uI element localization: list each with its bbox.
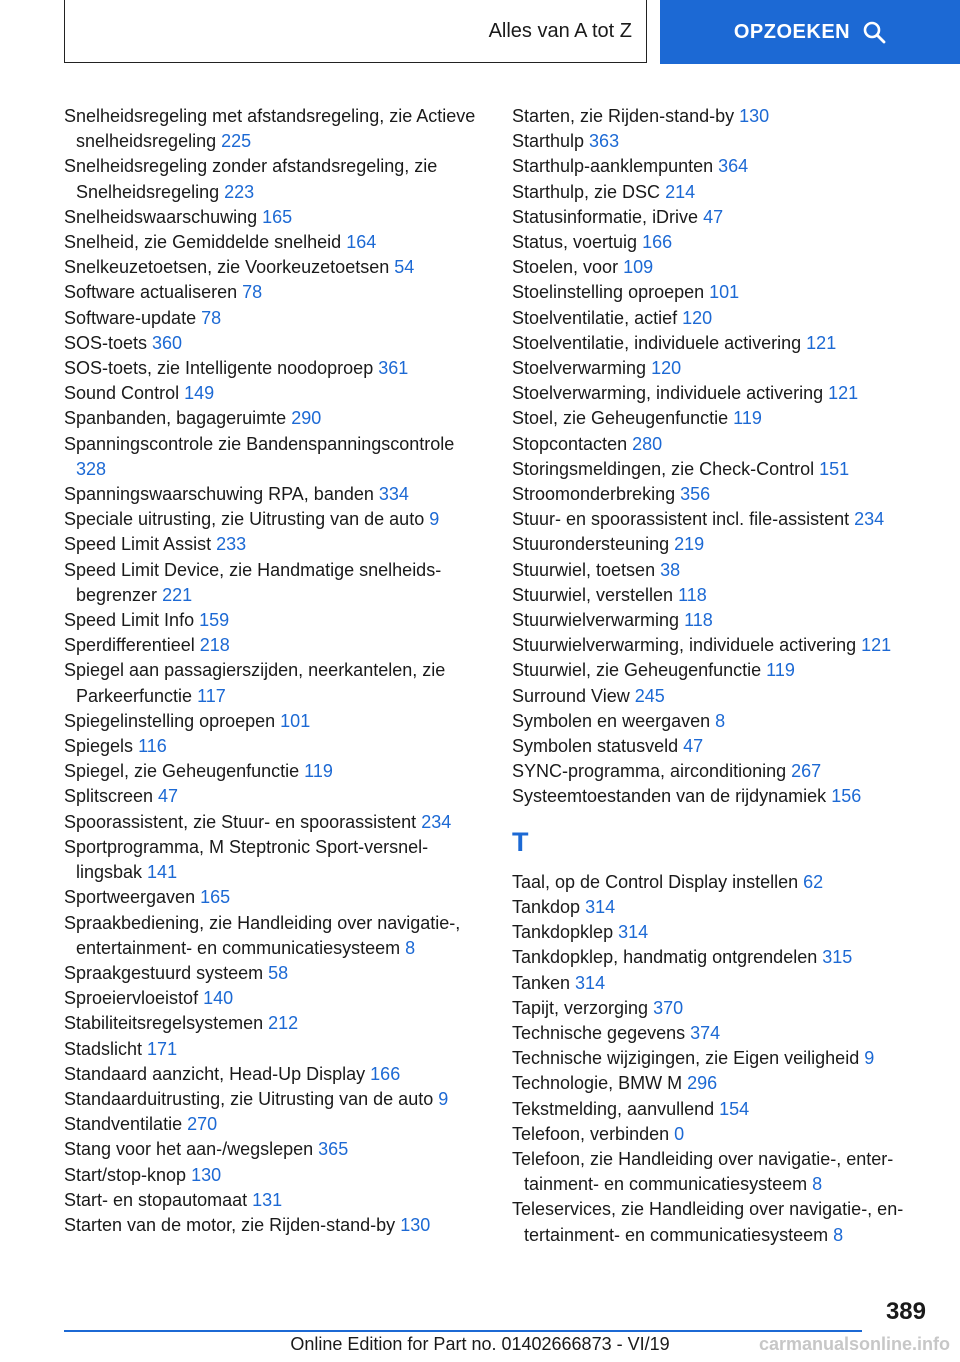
page-reference-link[interactable]: 314 bbox=[585, 896, 616, 917]
index-entry bbox=[512, 971, 932, 996]
page-reference-link[interactable]: 290 bbox=[291, 408, 322, 429]
index-entry bbox=[512, 306, 932, 331]
index-entry bbox=[512, 996, 932, 1021]
index-entry bbox=[512, 1046, 932, 1071]
index-entry-text: Spoorassistent, zie Stuur- en spoorassistent bbox=[64, 811, 422, 832]
index-entry-text: Speed Limit Assist bbox=[64, 534, 217, 555]
index-entry-text: SOS-toets, zie Intelligente noodoproep bbox=[64, 358, 379, 379]
page-reference-link[interactable]: 223 bbox=[224, 181, 255, 202]
index-entry-text: Spanningswaarschuwing RPA, banden bbox=[64, 484, 379, 505]
page-reference-link[interactable]: 121 bbox=[828, 383, 859, 404]
index-entry bbox=[64, 1188, 484, 1213]
index-entry bbox=[512, 356, 932, 381]
page-reference-link[interactable]: 47 bbox=[158, 786, 179, 807]
index-entry-text: Spraakbediening, zie Handleiding over navigatie-, entertainment- en communicatiesysteem bbox=[64, 912, 461, 958]
index-entry-text: Standventilatie bbox=[64, 1114, 188, 1135]
index-entry-text: Starten, zie Rijden-stand-by bbox=[512, 106, 740, 126]
index-entry-text: Symbolen en weergaven bbox=[512, 710, 716, 731]
index-entry-text: Symbolen statusveld bbox=[512, 736, 684, 757]
index-entry bbox=[64, 1112, 484, 1137]
index-entry bbox=[512, 1021, 932, 1046]
index-entry bbox=[64, 331, 484, 356]
page-reference-link[interactable]: 8 bbox=[833, 1224, 844, 1245]
index-entry-text: Sproeiervloeistof bbox=[64, 988, 204, 1009]
index-entry bbox=[512, 1097, 932, 1122]
page-reference-link[interactable]: 117 bbox=[197, 685, 226, 706]
page-reference-link[interactable]: 101 bbox=[280, 710, 311, 731]
page-reference-link[interactable]: 363 bbox=[589, 131, 620, 152]
page-reference-link[interactable]: 140 bbox=[203, 988, 234, 1009]
page-reference-link[interactable]: 118 bbox=[684, 610, 713, 631]
index-entry-text: Technologie, BMW M bbox=[512, 1073, 688, 1094]
page-reference-link[interactable]: 214 bbox=[665, 181, 696, 202]
index-entry-text: Teleservices, zie Handleiding over navigatie-, entertainment- en communicatiesysteem bbox=[512, 1199, 904, 1245]
page-reference-link[interactable]: 374 bbox=[690, 1022, 721, 1043]
index-entry bbox=[64, 205, 484, 230]
index-entry bbox=[64, 608, 484, 633]
index-entry bbox=[64, 532, 484, 557]
index-entry-text: Technische gegevens bbox=[512, 1022, 691, 1043]
index-entry-text: Snelheidsregeling met afstandsregeling, zie Actieve snelheidsregeling bbox=[64, 106, 476, 152]
index-entry-text: Snelheidswaarschuwing bbox=[64, 206, 263, 227]
index-entry bbox=[64, 280, 484, 305]
index-entry-text: Stoelventilatie, individuele activering bbox=[512, 332, 807, 353]
index-entry-text: Speciale uitrusting, zie Uitrusting van de auto bbox=[64, 509, 430, 530]
page-reference-link[interactable]: 365 bbox=[318, 1139, 349, 1160]
index-entry-text: Speed Limit Device, zie Handmatige snelheidsbegrenzer bbox=[64, 559, 442, 605]
page-reference-link[interactable]: 296 bbox=[687, 1073, 718, 1094]
page-reference-link[interactable]: 314 bbox=[575, 972, 606, 993]
index-entry bbox=[512, 230, 932, 255]
page-reference-link[interactable]: 118 bbox=[678, 584, 707, 605]
page-reference-link[interactable]: 166 bbox=[642, 232, 673, 253]
index-entry bbox=[64, 784, 484, 809]
index-entry bbox=[64, 306, 484, 331]
page-reference-link[interactable]: 314 bbox=[618, 922, 649, 943]
index-entry-text: Statusinformatie, iDrive bbox=[512, 206, 704, 227]
page-reference-link[interactable]: 159 bbox=[199, 610, 230, 631]
index-entry-text: Systeemtoestanden van de rijdynamiek bbox=[512, 786, 832, 807]
page-reference-link[interactable]: 130 bbox=[739, 106, 770, 126]
index-entry bbox=[64, 1011, 484, 1036]
index-entry bbox=[512, 920, 932, 945]
index-entry bbox=[512, 457, 932, 482]
index-entry-text: Start- en stopautomaat bbox=[64, 1189, 253, 1210]
index-entry bbox=[64, 432, 484, 482]
index-entry-text: Stoelventilatie, actief bbox=[512, 307, 683, 328]
index-entry-text: Snelheidsregeling zonder afstandsregeling, zie Snelheidsregeling bbox=[64, 156, 438, 202]
page-reference-link[interactable]: 130 bbox=[400, 1214, 431, 1235]
index-entry-text: Spanningscontrole zie Bandenspanningscontrole bbox=[64, 433, 455, 454]
index-entry-text: SYNC-programma, airconditioning bbox=[512, 761, 792, 782]
index-entry-text: Starthulp-aanklempunten bbox=[512, 156, 719, 177]
page-reference-link[interactable]: 121 bbox=[806, 332, 837, 353]
page-reference-link[interactable]: 119 bbox=[766, 660, 795, 681]
page-reference-link[interactable]: 334 bbox=[378, 484, 409, 505]
page-reference-link[interactable]: 58 bbox=[268, 962, 289, 983]
index-entry bbox=[512, 532, 932, 557]
index-entry bbox=[512, 482, 932, 507]
index-entry bbox=[512, 583, 932, 608]
index-entry-text: Sperdifferentieel bbox=[64, 635, 200, 656]
page-reference-link[interactable]: 120 bbox=[682, 307, 713, 328]
page-reference-link[interactable]: 165 bbox=[262, 206, 293, 227]
index-entry bbox=[512, 205, 932, 230]
index-entry bbox=[64, 885, 484, 910]
index-entry-text: Stoel, zie Geheugenfunctie bbox=[512, 408, 734, 429]
page-reference-link[interactable]: 356 bbox=[680, 484, 711, 505]
index-entry-text: Spanbanden, bagageruimte bbox=[64, 408, 292, 429]
index-entry-text: Stoelinstelling oproepen bbox=[512, 282, 710, 303]
index-entry-text: Sound Control bbox=[64, 383, 185, 404]
index-entry bbox=[64, 1213, 484, 1238]
index-entry-text: Tapijt, verzorging bbox=[512, 997, 654, 1018]
index-entry bbox=[512, 255, 932, 280]
page-reference-link[interactable]: 149 bbox=[184, 383, 215, 404]
index-entry-text: Starthulp, zie DSC bbox=[512, 181, 666, 202]
index-entry-text: Telefoon, zie Handleiding over navigatie-, entertainment- en communicatiesysteem bbox=[512, 1148, 894, 1195]
page-reference-link[interactable]: 131 bbox=[252, 1189, 283, 1210]
index-entry-text: Storingsmeldingen, zie Check-Control bbox=[512, 458, 820, 479]
index-entry bbox=[64, 1087, 484, 1112]
index-entry-text: Status, voertuig bbox=[512, 232, 643, 253]
page-reference-link[interactable]: 121 bbox=[861, 635, 892, 656]
page-reference-link[interactable]: 156 bbox=[831, 786, 862, 807]
index-entry bbox=[512, 1071, 932, 1096]
index-entry bbox=[512, 406, 932, 431]
index-entry bbox=[64, 911, 484, 961]
index-entry bbox=[512, 759, 932, 784]
index-entry-text: Tankdopklep bbox=[512, 922, 619, 943]
index-entry bbox=[64, 1163, 484, 1188]
index-entry bbox=[512, 1147, 932, 1197]
index-entry-text: Tankdopklep, handmatig ontgrendelen bbox=[512, 947, 823, 968]
index-entry-text: Surround View bbox=[512, 685, 635, 706]
page-reference-link[interactable]: 233 bbox=[216, 534, 247, 555]
page-reference-link[interactable]: 267 bbox=[791, 761, 822, 782]
index-entry-text: SOS-toets bbox=[64, 332, 153, 353]
index-entry bbox=[64, 482, 484, 507]
index-column-left bbox=[64, 104, 484, 1238]
page-reference-link[interactable]: 270 bbox=[187, 1114, 218, 1135]
index-entry-text: Standaard aanzicht, Head-Up Display bbox=[64, 1063, 371, 1084]
index-entry-text: Starthulp bbox=[512, 131, 590, 152]
index-entry bbox=[512, 507, 932, 532]
index-entry bbox=[64, 104, 484, 154]
index-entry bbox=[512, 784, 932, 809]
page-reference-link[interactable]: 218 bbox=[199, 635, 230, 656]
index-entry-text: Stuurwielverwarming, individuele activering bbox=[512, 635, 862, 656]
index-column-right bbox=[512, 104, 932, 1248]
page-reference-link[interactable]: 361 bbox=[378, 358, 409, 379]
index-entry-text: Starten van de motor, zie Rijden-stand-by bbox=[64, 1214, 401, 1235]
page-reference-link[interactable]: 62 bbox=[803, 871, 824, 892]
index-entry-text: Splitscreen bbox=[64, 786, 159, 807]
page-reference-link[interactable]: 370 bbox=[653, 997, 684, 1018]
search-tab-button[interactable] bbox=[660, 0, 960, 64]
index-entry bbox=[512, 709, 932, 734]
page-reference-link[interactable]: 0 bbox=[674, 1123, 685, 1144]
index-entry bbox=[64, 1037, 484, 1062]
edition-footer: Online Edition for Part no. 01402666873 - VI/19 bbox=[290, 1334, 670, 1354]
watermark: carmanualsonline.info bbox=[758, 1334, 950, 1354]
page-reference-link[interactable]: 245 bbox=[634, 685, 665, 706]
page-reference-link[interactable]: 78 bbox=[201, 307, 222, 328]
page-reference-link[interactable]: 141 bbox=[147, 862, 178, 883]
index-entry bbox=[512, 381, 932, 406]
footer-divider bbox=[64, 1330, 862, 1332]
page-reference-link[interactable]: 8 bbox=[812, 1174, 823, 1195]
index-entry-text: Spiegel aan passagierszijden, neerkantelen, zie Parkeerfunctie bbox=[64, 660, 446, 706]
index-entry bbox=[512, 104, 932, 129]
page-reference-link[interactable]: 8 bbox=[405, 937, 416, 958]
index-entry-text: Stang voor het aan-/wegslepen bbox=[64, 1139, 319, 1160]
tab-alles-van-a-tot-z[interactable] bbox=[64, 0, 647, 63]
index-entry-text: Spiegelinstelling oproepen bbox=[64, 710, 281, 731]
page-reference-link[interactable]: 151 bbox=[819, 458, 850, 479]
page-reference-link[interactable]: 119 bbox=[304, 761, 333, 782]
search-icon bbox=[862, 20, 886, 44]
index-entry bbox=[64, 507, 484, 532]
index-entry bbox=[512, 154, 932, 179]
index-entry bbox=[64, 961, 484, 986]
index-entry-text: Stabiliteitsregelsystemen bbox=[64, 1013, 269, 1034]
index-entry bbox=[512, 280, 932, 305]
index-entry-text: Snelkeuzetoetsen, zie Voorkeuzetoetsen bbox=[64, 257, 395, 278]
index-entry-text: Stopcontacten bbox=[512, 433, 633, 454]
page-reference-link[interactable]: 360 bbox=[152, 332, 183, 353]
index-entry-text: Taal, op de Control Display instellen bbox=[512, 871, 804, 892]
tab-alles-label: Alles van A tot Z bbox=[488, 19, 632, 42]
page-reference-link[interactable]: 101 bbox=[709, 282, 740, 303]
index-entry bbox=[64, 230, 484, 255]
index-entry bbox=[64, 633, 484, 658]
index-entry-text: Stadslicht bbox=[64, 1038, 148, 1059]
index-entry bbox=[512, 180, 932, 205]
index-entry bbox=[512, 331, 932, 356]
index-entry-text: Stroomonderbreking bbox=[512, 484, 681, 505]
page-reference-link[interactable]: 47 bbox=[683, 736, 704, 757]
index-entry-text: Speed Limit Info bbox=[64, 610, 200, 631]
index-entry-text: Sportweergaven bbox=[64, 887, 201, 908]
index-entry bbox=[512, 895, 932, 920]
index-entry bbox=[512, 870, 932, 895]
index-entry-text: Telefoon, verbinden bbox=[512, 1123, 675, 1144]
index-entry-text: Stuur- en spoorassistent incl. file-assistent bbox=[512, 509, 855, 530]
index-entry bbox=[64, 406, 484, 431]
page-reference-link[interactable]: 280 bbox=[632, 433, 663, 454]
index-entry bbox=[64, 658, 484, 708]
page-reference-link[interactable]: 109 bbox=[623, 257, 654, 278]
page-reference-link[interactable]: 9 bbox=[864, 1048, 875, 1069]
index-entry bbox=[64, 810, 484, 835]
page-reference-link[interactable]: 166 bbox=[370, 1063, 401, 1084]
index-entry bbox=[512, 684, 932, 709]
page-reference-link[interactable]: 165 bbox=[200, 887, 231, 908]
index-entry-text: Stuurwiel, zie Geheugenfunctie bbox=[512, 660, 767, 681]
index-entry bbox=[512, 558, 932, 583]
index-entry bbox=[512, 1197, 932, 1247]
index-entry-text: Snelheid, zie Gemiddelde snelheid bbox=[64, 232, 347, 253]
index-entry bbox=[64, 255, 484, 280]
index-entry-text: Software actualiseren bbox=[64, 282, 243, 303]
index-entry-text: Software-update bbox=[64, 307, 202, 328]
index-entry-text: Technische wijzigingen, zie Eigen veiligheid bbox=[512, 1048, 865, 1069]
index-entry-text: Stuurwiel, verstellen bbox=[512, 584, 679, 605]
index-entry bbox=[512, 432, 932, 457]
index-entry bbox=[64, 734, 484, 759]
index-entry-text: Stuurwielverwarming bbox=[512, 610, 685, 631]
page-reference-link[interactable]: 54 bbox=[394, 257, 415, 278]
page-reference-link[interactable]: 164 bbox=[346, 232, 377, 253]
page-number: 389 bbox=[885, 1298, 926, 1325]
index-entry-text: Sportprogramma, M Steptronic Sport-versnellingsbak bbox=[64, 836, 429, 883]
page-reference-link[interactable]: 9 bbox=[438, 1088, 449, 1109]
page-reference-link[interactable]: 154 bbox=[719, 1098, 750, 1119]
index-entry bbox=[64, 759, 484, 784]
index-entry-text: Spraakgestuurd systeem bbox=[64, 962, 269, 983]
index-entry-text: Stoelverwarming bbox=[512, 358, 652, 379]
index-entry-text: Tankdop bbox=[512, 896, 586, 917]
page-reference-link[interactable]: 212 bbox=[268, 1013, 299, 1034]
index-entry bbox=[512, 608, 932, 633]
page-reference-link[interactable]: 364 bbox=[718, 156, 749, 177]
index-entry bbox=[64, 381, 484, 406]
page-reference-link[interactable]: 225 bbox=[221, 131, 252, 152]
page-reference-link[interactable]: 9 bbox=[429, 509, 440, 530]
page-reference-link[interactable]: 171 bbox=[147, 1038, 178, 1059]
index-letter-heading: T bbox=[512, 826, 529, 857]
page-reference-link[interactable]: 78 bbox=[242, 282, 263, 303]
index-entry bbox=[64, 1062, 484, 1087]
page-reference-link[interactable]: 130 bbox=[191, 1164, 222, 1185]
index-entry-text: Stoelen, voor bbox=[512, 257, 624, 278]
index-entry bbox=[512, 945, 932, 970]
page-reference-link[interactable]: 221 bbox=[162, 584, 193, 605]
page-reference-link[interactable]: 8 bbox=[715, 710, 726, 731]
page-reference-link[interactable]: 328 bbox=[76, 458, 107, 479]
index-entry-text: Tekstmelding, aanvullend bbox=[512, 1098, 720, 1119]
index-entry bbox=[64, 154, 484, 204]
page-reference-link[interactable]: 120 bbox=[651, 358, 682, 379]
page-reference-link[interactable]: 315 bbox=[822, 947, 853, 968]
index-entry bbox=[64, 986, 484, 1011]
index-entry bbox=[512, 1122, 932, 1147]
index-entry-text: Spiegel, zie Geheugenfunctie bbox=[64, 761, 305, 782]
index-entry bbox=[64, 558, 484, 608]
index-entry bbox=[512, 633, 932, 658]
index-entry-text: Stuurondersteuning bbox=[512, 534, 675, 555]
index-entry bbox=[64, 1137, 484, 1162]
index-entry-text: Stuurwiel, toetsen bbox=[512, 559, 661, 580]
index-entry-text: Tanken bbox=[512, 972, 576, 993]
index-entry bbox=[64, 709, 484, 734]
index-entry bbox=[64, 835, 484, 885]
index-entry bbox=[512, 734, 932, 759]
index-entry-text: Stoelverwarming, individuele activering bbox=[512, 383, 829, 404]
index-entry bbox=[512, 658, 932, 683]
page-reference-link[interactable]: 116 bbox=[138, 736, 167, 757]
index-entry-text: Start/stop-knop bbox=[64, 1164, 192, 1185]
page-reference-link[interactable]: 234 bbox=[854, 509, 885, 530]
page-reference-link[interactable]: 38 bbox=[660, 559, 681, 580]
index-entry bbox=[64, 356, 484, 381]
search-tab-label: OPZOEKEN bbox=[733, 20, 851, 43]
page-reference-link[interactable]: 219 bbox=[674, 534, 705, 555]
index-entry-text: Spiegels bbox=[64, 736, 139, 757]
page-reference-link[interactable]: 234 bbox=[421, 811, 452, 832]
page-reference-link[interactable]: 47 bbox=[703, 206, 724, 227]
page-reference-link[interactable]: 119 bbox=[733, 408, 762, 429]
index-entry-text: Standaarduitrusting, zie Uitrusting van de auto bbox=[64, 1088, 439, 1109]
index-entry bbox=[512, 129, 932, 154]
